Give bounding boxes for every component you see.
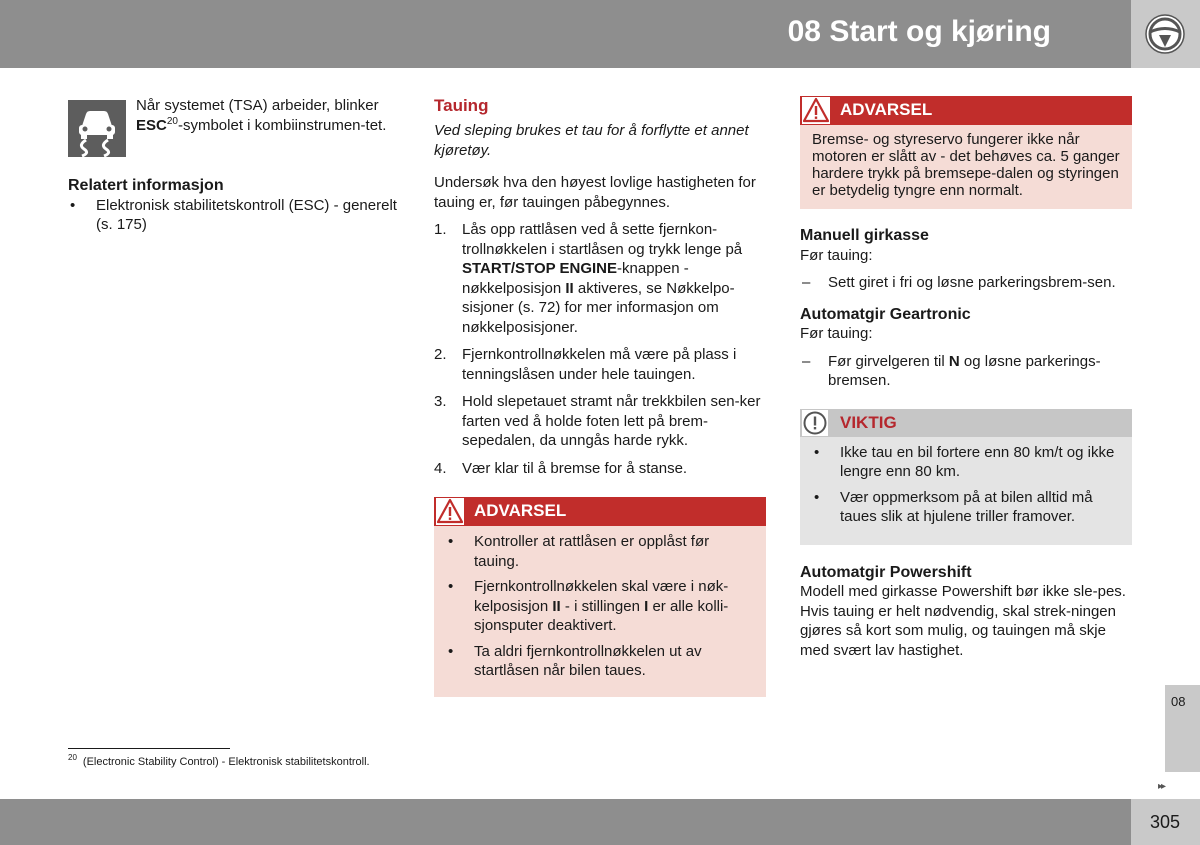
footnote-number: 20 bbox=[68, 753, 77, 763]
warning-triangle-icon bbox=[437, 498, 463, 524]
chapter-side-tab-label: 08 bbox=[1171, 694, 1186, 709]
step-item: 4. Vær klar til å bremse for å stanse. bbox=[434, 459, 688, 477]
warning-box bbox=[434, 497, 766, 697]
warning-list bbox=[434, 526, 766, 681]
page-number-box bbox=[1131, 799, 1200, 845]
footnote-text: (Electronic Stability Control) - Elektronisk stabilitetskontroll. bbox=[82, 756, 370, 768]
footnote bbox=[68, 755, 370, 769]
esc-label: ESC bbox=[136, 116, 167, 134]
page-number: 305 bbox=[1150, 812, 1181, 832]
related-info-heading: Relatert informasjon bbox=[68, 177, 224, 194]
geartronic-heading: Automatgir Geartronic bbox=[800, 305, 971, 323]
warning-header bbox=[434, 497, 766, 526]
notice-box bbox=[800, 409, 1132, 545]
notice-item: • Ikke tau en bil fortere enn 80 km/t og ikke lengre enn 80 km. bbox=[812, 443, 1120, 482]
warning-item: • Ta aldri fjernkontrollnøkkelen ut av startlåsen når bilen taues. bbox=[446, 642, 754, 681]
towing-steps bbox=[434, 220, 766, 478]
manual-gearbox-sub: Før tauing: bbox=[800, 246, 873, 264]
section-paragraph: Undersøk hva den høyest lovlige hastigheten for tauing er, før tauingen påbegynnes. bbox=[434, 174, 756, 211]
warning-item: • Fjernkontrollnøkkelen skal være i nøk-kelposisjon II - i stillingen I er alle kolli-sjonsputer deaktivert. bbox=[446, 577, 754, 636]
steering-wheel-icon bbox=[1144, 13, 1186, 55]
page-header bbox=[0, 0, 1131, 68]
next-page-arrow-icon[interactable]: ▸▸ bbox=[1158, 781, 1165, 792]
powershift-text: Modell med girkasse Powershift bør ikke sle-pes. Hvis tauing er helt nødvendig, skal strek-ningen gjøres så kort som mulig, og tauingen må skje med svært lav hastighet. bbox=[800, 583, 1126, 659]
chapter-title: 08 Start og kjøring bbox=[787, 15, 1051, 48]
geartronic-list bbox=[800, 352, 1132, 391]
column-left bbox=[68, 96, 400, 235]
warning-label: ADVARSEL bbox=[474, 501, 567, 520]
manual-gearbox-list bbox=[800, 273, 1132, 293]
notice-label: VIKTIG bbox=[840, 412, 897, 432]
notice-header bbox=[800, 409, 1132, 437]
manual-gearbox-heading: Manuell girkasse bbox=[800, 227, 929, 244]
related-info-link[interactable]: • Elektronisk stabilitetskontroll (ESC) - generelt (s. 175) bbox=[68, 196, 400, 235]
footnote-ref: 20 bbox=[166, 115, 178, 127]
section-title-tauing: Tauing bbox=[434, 96, 489, 115]
geartronic-sub: Før tauing: bbox=[800, 325, 873, 342]
warning-triangle-icon bbox=[803, 97, 829, 123]
dash-item: – Sett giret i fri og løsne parkeringsbrem-sen. bbox=[802, 274, 1116, 291]
column-right bbox=[800, 96, 1132, 660]
esc-row bbox=[68, 96, 400, 176]
step-item: 3. Hold slepetauet stramt når trekkbilen sen-ker farten ved å holde foten lett på brem-sepedalen, da unngås harde rykk. bbox=[434, 393, 761, 449]
related-info-list bbox=[68, 196, 400, 235]
column-middle bbox=[434, 96, 766, 697]
step-item: 1. Lås opp rattlåsen ved å sette fjernkon-trollnøkkelen i startlåsen og trykk lenge på START/STOP ENGINE-knappen - nøkkelposisjon II aktiveres, se Nøkkelpo-sisjoner (s. 72) for mer informasjon om nøkkelposisjoner. bbox=[434, 221, 743, 336]
step-item: 2. Fjernkontrollnøkkelen må være på plass i tenningslåsen under hele tauingen. bbox=[434, 346, 737, 383]
warning-box bbox=[800, 96, 1132, 209]
esc-skid-icon bbox=[68, 100, 126, 157]
warning-item: • Kontroller at rattlåsen er opplåst før tauing. bbox=[446, 532, 754, 571]
warning-header bbox=[800, 96, 1132, 125]
notice-item: • Vær oppmerksom på at bilen alltid må taues slik at hjulene triller framover. bbox=[812, 488, 1120, 527]
notice-list bbox=[800, 437, 1132, 527]
footnote-divider bbox=[68, 748, 230, 749]
chapter-side-tab[interactable] bbox=[1165, 685, 1200, 772]
exclamation-circle-icon bbox=[802, 410, 828, 436]
esc-description: Når systemet (TSA) arbeider, blinker ESC$^{20}$-symbolet i kombiinstrumen-tet. bbox=[136, 97, 387, 134]
warning-text: Bremse- og styreservo fungerer ikke når motoren er slått av - det behøves ca. 5 ganger hardere trykk på bremsepe-dalen og styringen er betydelig tyngre enn normalt. bbox=[812, 131, 1120, 199]
section-intro: Ved sleping brukes et tau for å forflytte et annet kjøretøy. bbox=[434, 122, 749, 159]
warning-label: ADVARSEL bbox=[840, 100, 933, 119]
page-footer bbox=[0, 799, 1131, 845]
chapter-icon-box bbox=[1131, 0, 1200, 68]
dash-item: – Før girvelgeren til N og løsne parkerings-bremsen. bbox=[802, 352, 1101, 389]
powershift-heading: Automatgir Powershift bbox=[800, 563, 972, 581]
